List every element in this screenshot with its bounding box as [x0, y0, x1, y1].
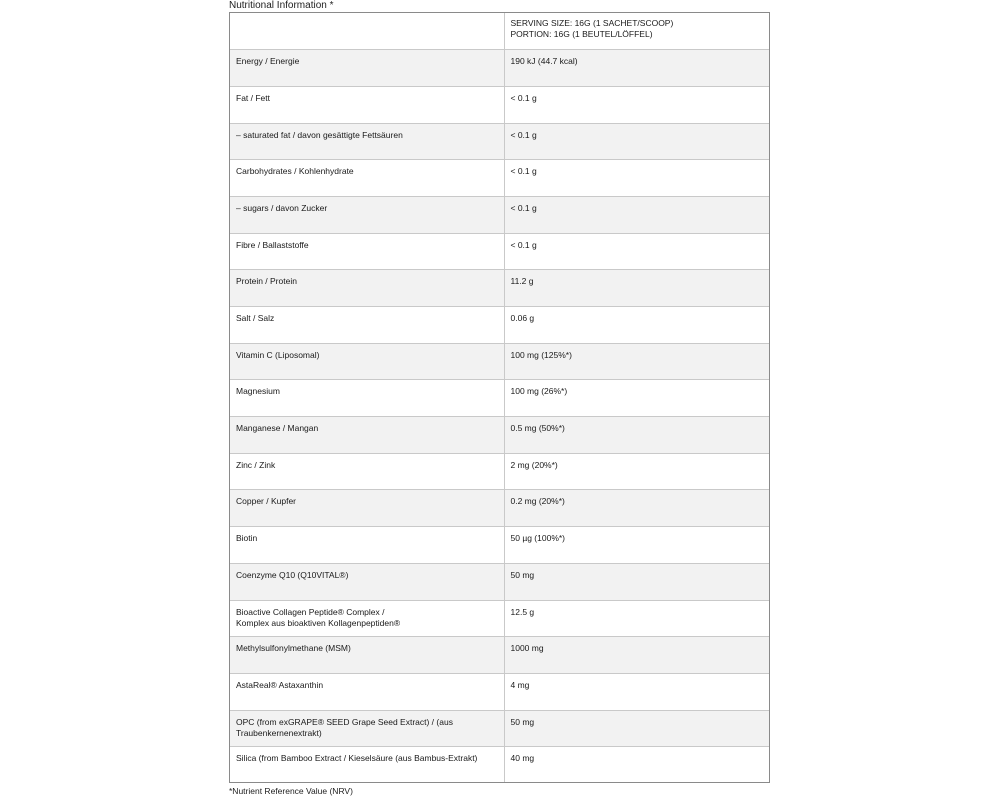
table-row: [230, 563, 769, 600]
nutrient-value: 2 mg (20%*): [504, 453, 769, 490]
nutrient-label: AstaReal® Astaxanthin: [230, 673, 504, 710]
table-row: [230, 123, 769, 160]
table-row: [230, 637, 769, 674]
table-row: [230, 307, 769, 344]
nutrient-value: 40 mg: [510, 753, 535, 764]
table-row: [230, 747, 769, 783]
nutrient-value: 0.5 mg (50%*): [504, 417, 769, 454]
table-row: [230, 233, 769, 270]
nutrient-value: < 0.1 g: [504, 196, 769, 233]
nutrient-label: Fat / Fett: [230, 86, 504, 123]
table-row: [230, 343, 769, 380]
table-row: [230, 453, 769, 490]
table-row: [230, 527, 769, 564]
serving-size-header: SERVING SIZE: 16G (1 SACHET/SCOOP) PORTION: 16G (1 BEUTEL/LÖFFEL): [504, 13, 769, 50]
nutrient-label: – sugars / davon Zucker: [230, 196, 504, 233]
nutrient-value: 0.06 g: [504, 307, 769, 344]
nutrient-value: < 0.1 g: [504, 160, 769, 197]
nutrient-value: 100 mg (125%*): [504, 343, 769, 380]
table-header-row: [230, 13, 769, 50]
nutrient-value: 50 µg (100%*): [504, 527, 769, 564]
nutrient-label: Fibre / Ballaststoffe: [230, 233, 504, 270]
nutrient-value: 100 mg (26%*): [504, 380, 769, 417]
nutrition-table: [229, 12, 770, 783]
nutrient-label: OPC (from exGRAPE® SEED Grape Seed Extract) / (aus Traubenkernenextrakt): [230, 710, 504, 747]
nutrient-value: 1000 mg: [504, 637, 769, 674]
table-row: [230, 490, 769, 527]
nutrient-label: Biotin: [230, 527, 504, 564]
nutrient-label: Carbohydrates / Kohlenhydrate: [230, 160, 504, 197]
nutrient-label: Protein / Protein: [230, 270, 504, 307]
nutrient-value: < 0.1 g: [504, 86, 769, 123]
nutrient-label: Manganese / Mangan: [230, 417, 504, 454]
nutrient-value: < 0.1 g: [504, 233, 769, 270]
nutrient-label: Salt / Salz: [230, 307, 504, 344]
nutrient-value: < 0.1 g: [504, 123, 769, 160]
table-row: [230, 270, 769, 307]
nutrient-value: 190 kJ (44.7 kcal): [504, 50, 769, 87]
header-label-cell: [230, 13, 504, 50]
nutrient-value: 50 mg: [504, 710, 769, 747]
table-row: [230, 600, 769, 637]
nutrient-label: Zinc / Zink: [230, 453, 504, 490]
nutrient-label: – saturated fat / davon gesättigte Fettsäuren: [230, 123, 504, 160]
nutrient-label: Bioactive Collagen Peptide® Complex / Komplex aus bioaktiven Kollagenpeptiden®: [230, 600, 504, 637]
footnote: *Nutrient Reference Value (NRV): [229, 786, 353, 796]
nutrient-label: Copper / Kupfer: [230, 490, 504, 527]
nutrient-label: Magnesium: [230, 380, 504, 417]
nutrient-value: 11.2 g: [504, 270, 769, 307]
nutrient-value: 4 mg: [504, 673, 769, 710]
nutrition-table-grid: [230, 13, 769, 783]
nutrient-label: Energy / Energie: [230, 50, 504, 87]
nutrient-value: 12.5 g: [504, 600, 769, 637]
table-row: [230, 417, 769, 454]
nutrient-value: 50 mg: [504, 563, 769, 600]
nutrient-value: 0.2 mg (20%*): [504, 490, 769, 527]
nutrition-table-body: [230, 13, 769, 783]
table-row: [230, 50, 769, 87]
table-row: [230, 86, 769, 123]
table-row: [230, 710, 769, 747]
nutrient-label: Silica (from Bamboo Extract / Kieselsäure (aus Bambus-Extrakt): [230, 747, 504, 783]
table-row: [230, 196, 769, 233]
nutrient-label: Coenzyme Q10 (Q10VITAL®): [230, 563, 504, 600]
nutrient-label: Methylsulfonylmethane (MSM): [230, 637, 504, 674]
nutrient-label: Vitamin C (Liposomal): [230, 343, 504, 380]
table-row: [230, 673, 769, 710]
table-row: [230, 380, 769, 417]
table-row: [230, 160, 769, 197]
table-title: Nutritional Information *: [229, 0, 334, 11]
